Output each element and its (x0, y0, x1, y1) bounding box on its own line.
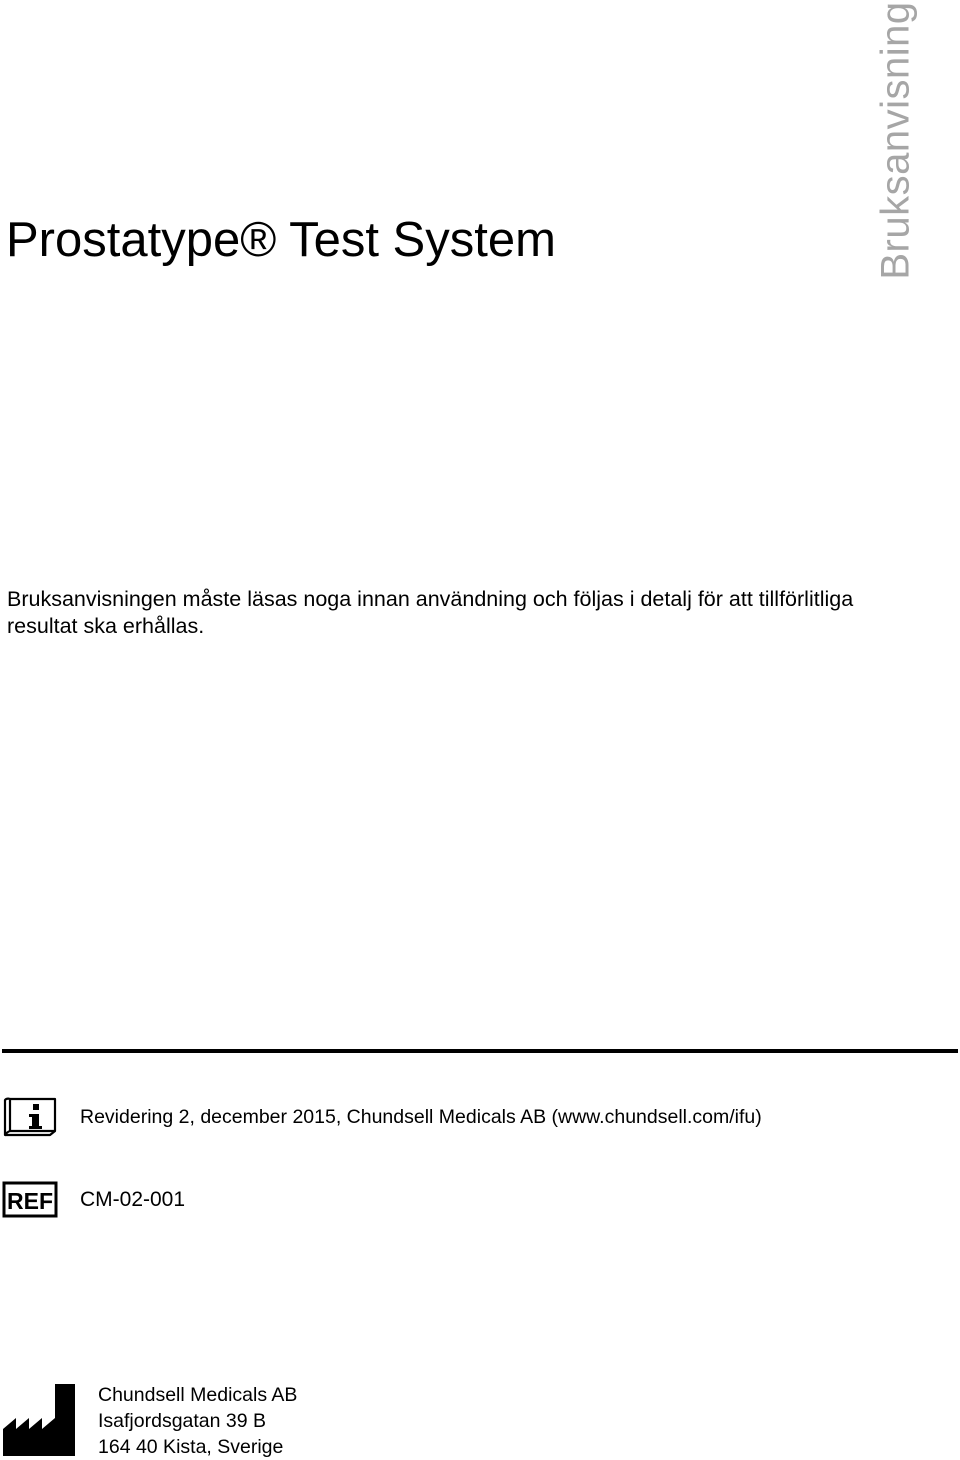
side-label-text: Bruksanvisning (873, 0, 918, 280)
side-label (856, 0, 936, 280)
document-title: Prostatype® Test System (6, 213, 556, 267)
manufacturer-address (98, 1382, 297, 1460)
ifu-text: Revidering 2, december 2015, Chundsell Medicals AB (www.chundsell.com/ifu) (80, 1105, 762, 1128)
ref-symbol-text: REF (7, 1188, 53, 1214)
ifu-row (2, 1095, 762, 1139)
manufacturer-factory-icon (2, 1384, 76, 1456)
manufacturer-block (2, 1384, 297, 1460)
reference-number: CM-02-001 (80, 1188, 186, 1211)
consult-instructions-icon (2, 1095, 58, 1139)
ref-row (2, 1180, 185, 1220)
ref-catalogue-number-icon (2, 1180, 58, 1220)
intro-text: Bruksanvisningen måste läsas noga innan användning och följas i detalj för att tillförlitliga resultat ska erhållas. (7, 587, 854, 638)
manufacturer-city: 164 40 Kista, Sverige (98, 1436, 284, 1458)
horizontal-divider (2, 1049, 958, 1053)
manufacturer-street: Isafjordsgatan 39 B (98, 1410, 267, 1432)
manufacturer-name: Chundsell Medicals AB (98, 1384, 298, 1406)
